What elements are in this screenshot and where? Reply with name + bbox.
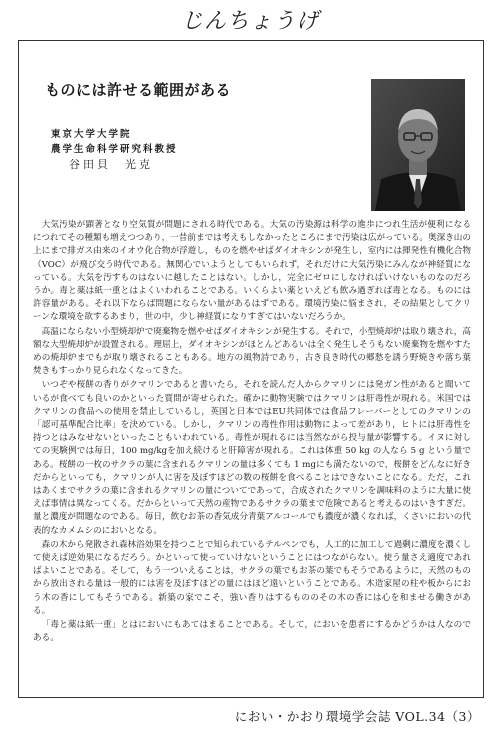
- paragraph: 大気汚染が顕著となり空気質が問題にされる時代である。大気の汚染源は科学の進歩につれ生活が便利になるにつれてその種類も増えつつあり，一昔前までは考えもしなかったところにまで汚染は広がっている。奥深き山の上にまで排ガス由来のイオウ化合物が浮遊し，ものを燃やせばダイオキシンが発生し，室内には揮発性有機化合物（VOC）が飛び交う時代である。無関心でいようとしてもいられず，それだけに大気汚染にみんなが神経質になっている。大気を汚すものはないに越したことはない。しかし，完全にゼロにしなければいけないものなのだろうか。毒と薬は紙一重とはよくいわれることである。いくらよい薬といえども飲み過ぎれば毒となる。ものには許容量がある。それ以下ならば問題にならない量があるはずである。環境汚染に悩まされ，その結果としてクリーンな環境を欲するあまり，世の中，少し神経質になりすぎてはいないだろうか。: [33, 220, 471, 323]
- journal-footer: におい・かおり環境学会誌 VOL.34（3）: [234, 709, 480, 724]
- paragraph: 高温にならない小型焼却炉で廃棄物を燃やせばダイオキシンが発生する。それで，小型焼却炉は取り壊され，高額な大型焼却炉が設置される。理屈上，ダイオキシンがほとんどあるいは全く発生しそうもない廃棄物を燃やすための焼却炉までもが取り壊されることもある。地方の風物詩であり，古き良き時代の郷愁を誘う野焼きや落ち葉焚きもすっかり見られなくなってきた。: [33, 326, 471, 377]
- paragraph: 「毒と薬は紙一重」とはにおいにもあてはまることである。そして，においを患者にするかどうかは人なのである。: [33, 620, 471, 644]
- paragraph: いつぞや桜餅の香りがクマリンであると書いたら，それを読んだ人からクマリンには発ガン性があると聞いているが食べても良いのかといった質問が寄せられた。確かに動物実験ではクマリンは肝毒性が現れる。米国ではクマリンの食品への使用を禁止しているし，英国と日本ではEU共同体では食品フレーバーとしてのクマリンの「認可基準配合比率」を決めている。しかし，クマリンの毒性作用は動物によって差があり，ヒトには肝毒性を持つとはみなせないといったこともいわれている。毒性が現れるには当然ながら投与量が影響する。イヌに対しての実験例では毎日，100 mg/kgを加え続けると肝障害が現れる。これは体重 50 kg の人なら 5 g という量である。桜餅の一枚のサクラの葉に含まれるクマリンの量は多くても 1 mgにも満たないので，桜餅をどんなに好きだからといっても，クマリンが人に害を及ぼすほどの数の桜餅を食べることはできないことになる。ただ，これはあくまでサクラの葉に含まれるクマリンの量についてであって，合成されたクマリンを調味料のように大量に使えば事情は異なってくる。だからといって天然の産物であるサクラの葉まで危険であると考えるのはいきすぎだ。量と濃度が問題なのである。毎日，飲むお茶の香気成分青葉アルコールでも濃度が濃くなれば，くさいにおいの代表的なカメムシのにおいとなる。: [33, 380, 471, 536]
- article-body: [33, 219, 471, 647]
- article-frame: [18, 40, 484, 698]
- article-title: ものには許せる範囲がある: [45, 81, 232, 99]
- author-affiliation-department: 農学生命科学研究科教授: [51, 144, 178, 155]
- author-portrait-image: [371, 79, 465, 211]
- paragraph: 森の木から発散され森林浴効果を持つことで知られているテルペンでも，人工的に加工して過剰に濃度を濃くして使えば逆効果になるだろう。かといって使っていけないということにはつながらない。使う量さえ適度であればよいことである。そして，もう一ついえることは，サクラの葉でもお茶の葉でもそうであるように，天然のものから放出される量は一般的には害を及ぼすほどの量にはほど遠いということである。木造家屋の柱や板からにおう木の香にしてもそうである。新築の家でこそ，強い香りはするもののその木の香には心を和ませる働きがある。: [33, 539, 471, 616]
- column-title: じんちょうげ: [180, 9, 319, 34]
- author-block: [51, 127, 178, 172]
- author-affiliation-university: 東京大学大学院: [51, 129, 132, 140]
- author-photo: [371, 79, 465, 211]
- author-name: 谷田貝 光克: [69, 158, 153, 171]
